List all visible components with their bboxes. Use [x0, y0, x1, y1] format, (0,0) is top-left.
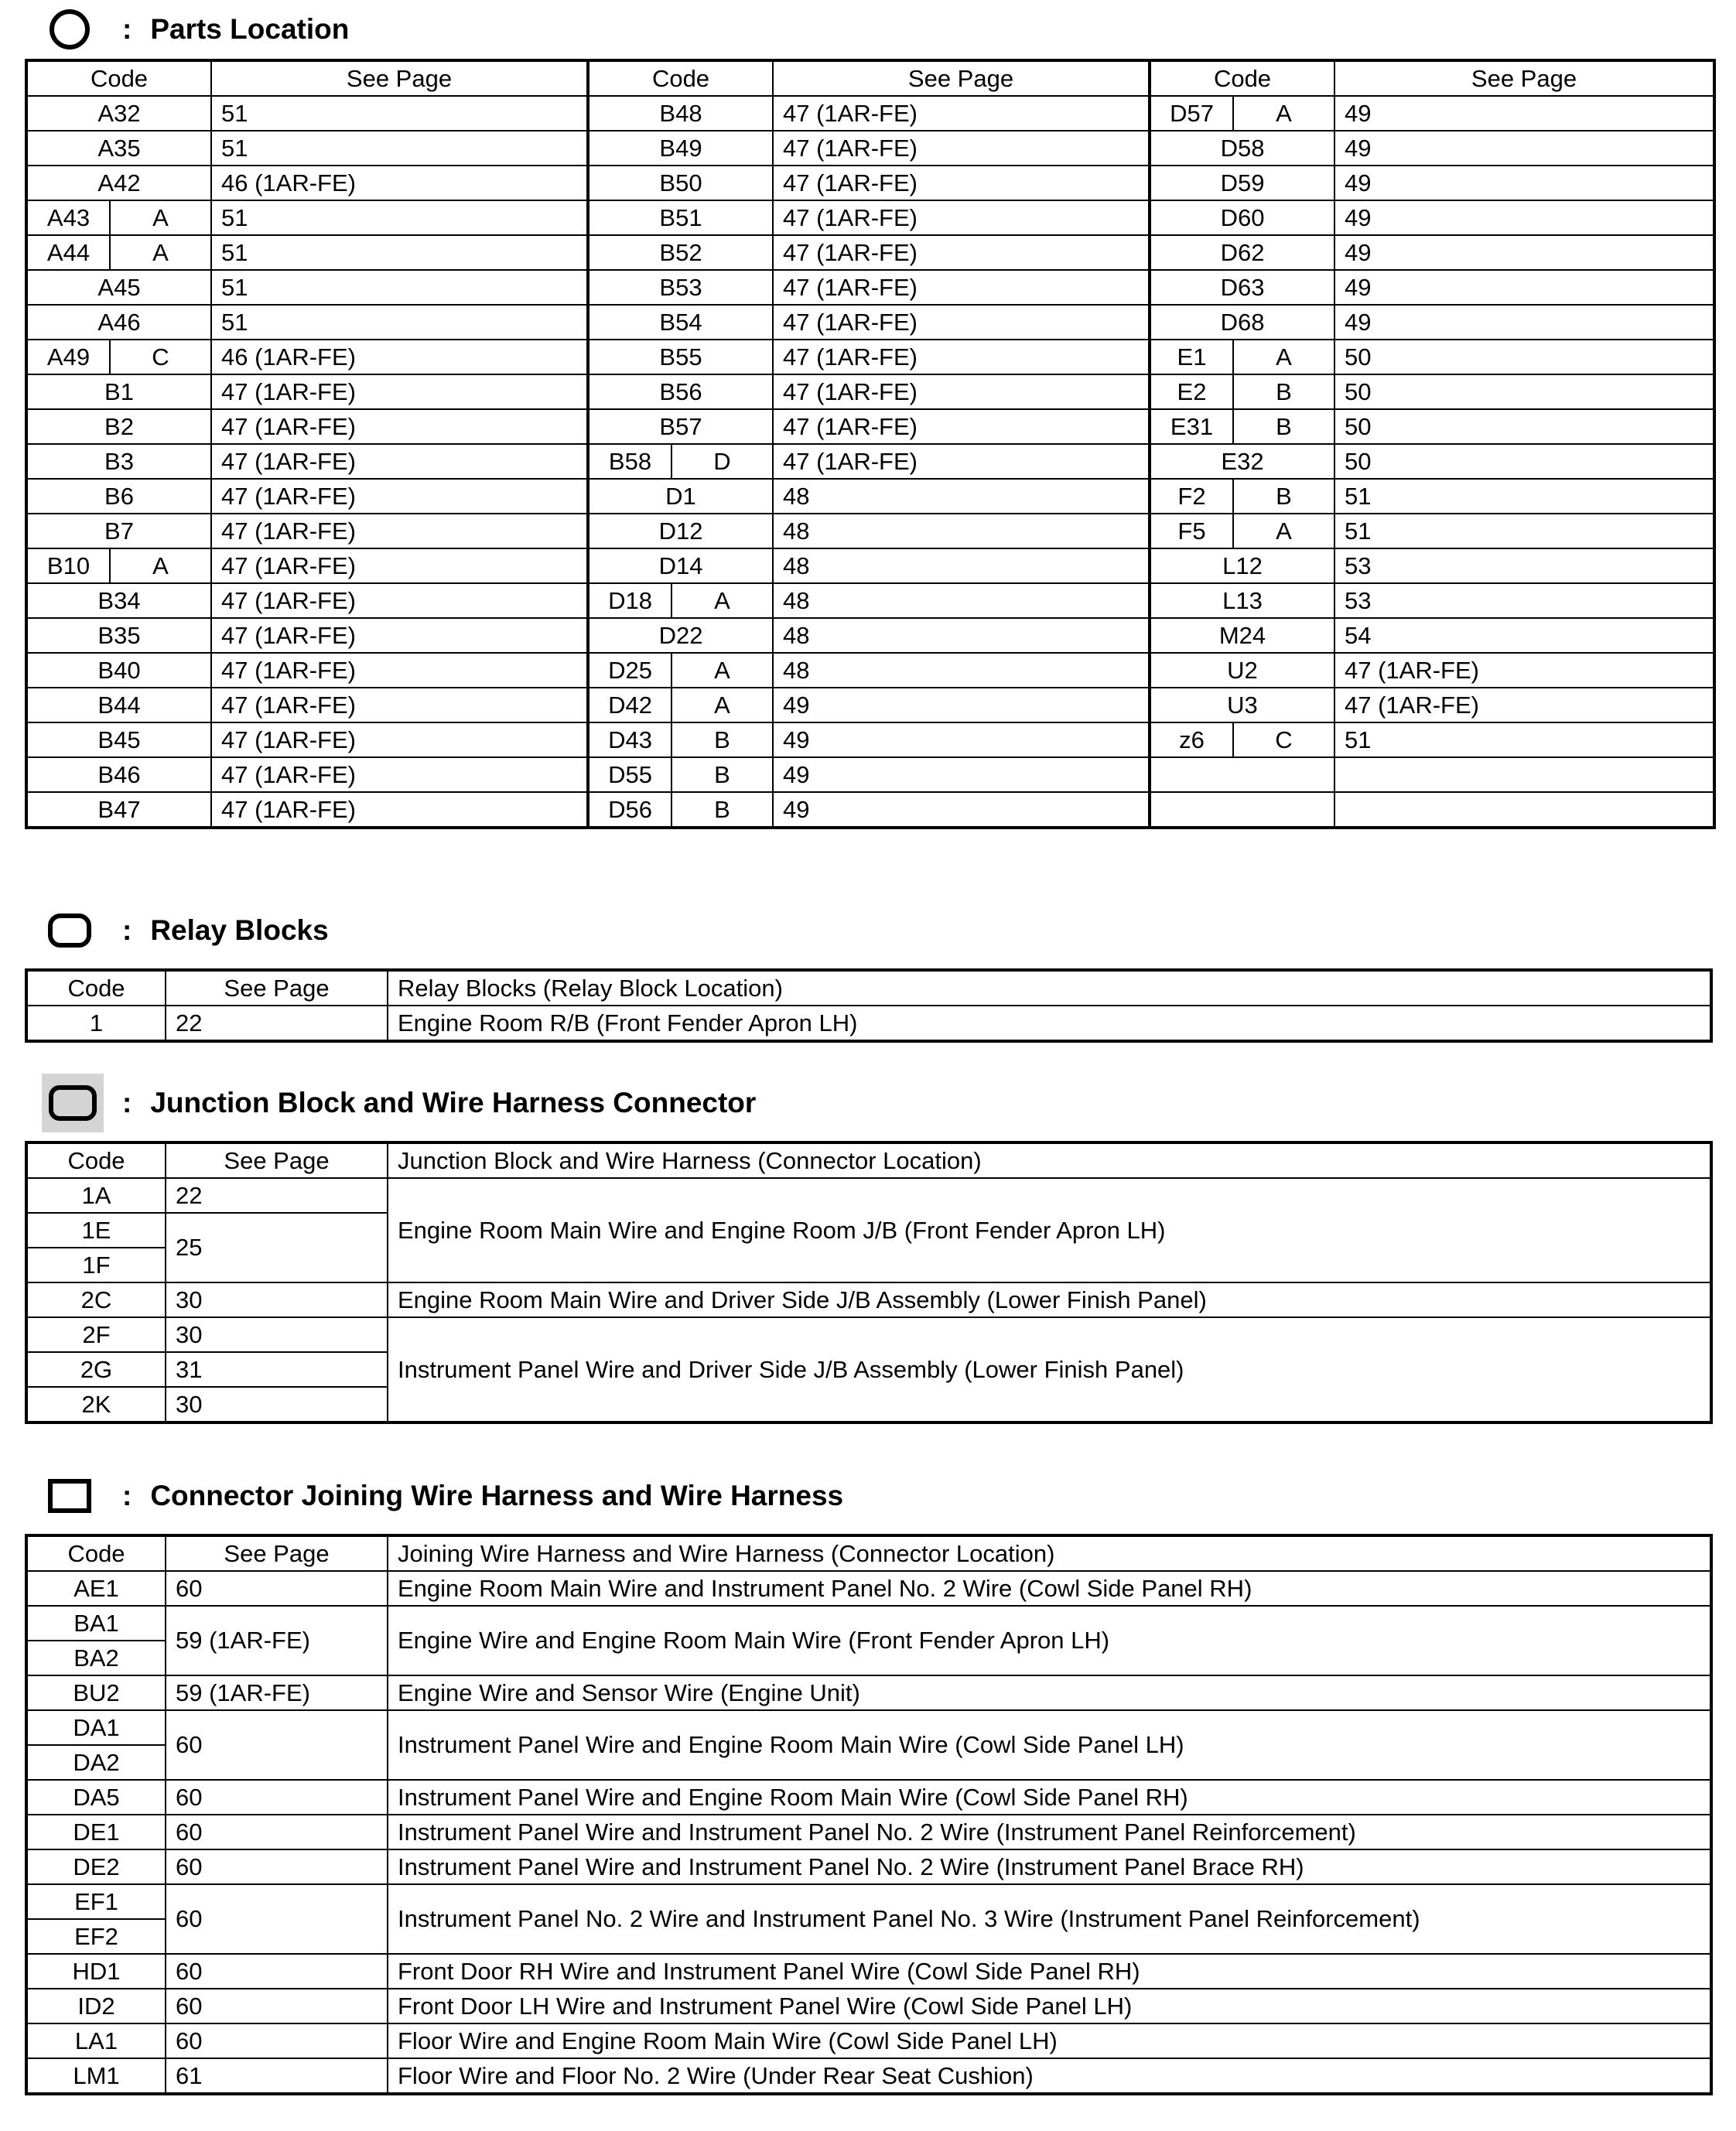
- part-see-page: 47 (1AR-FE): [1334, 653, 1714, 688]
- part-see-page: 49: [1334, 131, 1714, 166]
- table-row: [26, 1178, 1711, 1213]
- part-code: B34: [26, 583, 211, 618]
- part-code: D42: [589, 688, 672, 722]
- cj-description: Floor Wire and Floor No. 2 Wire (Under Rear Seat Cushion): [388, 2058, 1711, 2094]
- part-code: B53: [588, 270, 773, 305]
- part-see-page: 51: [211, 200, 588, 235]
- cj-description: Front Door RH Wire and Instrument Panel Wire (Cowl Side Panel RH): [388, 1954, 1711, 1989]
- jb-page: 30: [166, 1317, 388, 1352]
- part-code-cell: [588, 583, 773, 618]
- part-code: F2: [1151, 480, 1234, 513]
- part-code: A44: [28, 236, 111, 269]
- relay-blocks-table: [25, 968, 1713, 1043]
- part-see-page: 50: [1334, 340, 1714, 374]
- cj-description: Instrument Panel No. 2 Wire and Instrument Panel No. 3 Wire (Instrument Panel Reinforcement): [388, 1884, 1711, 1954]
- part-code-cell: [1150, 374, 1334, 409]
- part-see-page: 47 (1AR-FE): [211, 583, 588, 618]
- jb-page: 25: [166, 1213, 388, 1282]
- part-see-page: 49: [773, 757, 1150, 792]
- cj-page: 60: [166, 1954, 388, 1989]
- part-see-page: 48: [773, 618, 1150, 653]
- part-code: B44: [26, 688, 211, 722]
- part-code: B6: [26, 479, 211, 514]
- part-code: E2: [1151, 375, 1234, 408]
- part-code: B10: [28, 549, 111, 582]
- part-see-page: 47 (1AR-FE): [773, 305, 1150, 340]
- part-code-suffix: A: [1276, 343, 1292, 371]
- table-row: [26, 270, 1714, 305]
- jb-page: 30: [166, 1282, 388, 1317]
- part-code: D60: [1150, 200, 1334, 235]
- part-code: B1: [26, 374, 211, 409]
- part-code: A49: [28, 340, 111, 374]
- part-code-suffix: B: [714, 761, 730, 788]
- part-see-page: 51: [211, 131, 588, 166]
- table-row: [26, 1989, 1711, 2023]
- part-code: D56: [589, 793, 672, 826]
- relay-page: 22: [166, 1006, 388, 1041]
- cj-description: Instrument Panel Wire and Instrument Panel No. 2 Wire (Instrument Panel Brace RH): [388, 1849, 1711, 1884]
- header-code: Code: [26, 970, 166, 1006]
- junction-block-heading: [48, 1081, 756, 1125]
- jb-code: 2C: [26, 1282, 166, 1317]
- part-see-page: 47 (1AR-FE): [773, 409, 1150, 444]
- header-description: Junction Block and Wire Harness (Connector Location): [388, 1142, 1711, 1178]
- header-code: Code: [26, 60, 211, 96]
- jb-code: 2K: [26, 1387, 166, 1422]
- cj-page: 59 (1AR-FE): [166, 1675, 388, 1710]
- cj-code: BA1: [26, 1606, 166, 1641]
- table-row: [26, 1710, 1711, 1745]
- part-code: B55: [588, 340, 773, 374]
- header-code: Code: [1150, 60, 1334, 96]
- part-code-suffix: A: [714, 587, 730, 614]
- part-see-page: 48: [773, 514, 1150, 548]
- part-see-page: 51: [1334, 722, 1714, 757]
- part-code-cell: [1150, 96, 1334, 131]
- part-code-suffix: C: [1275, 726, 1293, 753]
- part-code: F5: [1151, 514, 1234, 548]
- header-see-page: See Page: [773, 60, 1150, 96]
- part-see-page: 50: [1334, 409, 1714, 444]
- part-code: D43: [589, 723, 672, 756]
- part-see-page: 53: [1334, 548, 1714, 583]
- cj-description: Engine Wire and Sensor Wire (Engine Unit): [388, 1675, 1711, 1710]
- part-code-suffix: A: [714, 657, 730, 684]
- section-title: Relay Blocks: [150, 914, 329, 946]
- cj-page: 60: [166, 1849, 388, 1884]
- part-code: E32: [1150, 444, 1334, 479]
- part-see-page: 47 (1AR-FE): [773, 200, 1150, 235]
- cj-code: ID2: [26, 1989, 166, 2023]
- part-code: B47: [26, 792, 211, 828]
- connector-joining-heading: [48, 1474, 843, 1518]
- part-code-suffix: C: [152, 343, 169, 371]
- header-code: Code: [26, 1142, 166, 1178]
- part-code: B40: [26, 653, 211, 688]
- jb-code: 1A: [26, 1178, 166, 1213]
- part-see-page: 47 (1AR-FE): [773, 374, 1150, 409]
- part-see-page: [1334, 757, 1714, 792]
- cj-code: DA1: [26, 1710, 166, 1745]
- part-code-suffix: A: [152, 239, 169, 266]
- section-title: Parts Location: [150, 13, 350, 45]
- cj-page: 60: [166, 1815, 388, 1849]
- part-code: D68: [1150, 305, 1334, 340]
- jb-description: Engine Room Main Wire and Driver Side J/B Assembly (Lower Finish Panel): [388, 1282, 1711, 1317]
- part-see-page: 49: [1334, 235, 1714, 270]
- part-code: D22: [588, 618, 773, 653]
- part-code: D55: [589, 758, 672, 791]
- jb-code: 2F: [26, 1317, 166, 1352]
- part-code: A46: [26, 305, 211, 340]
- part-code: B51: [588, 200, 773, 235]
- cj-page: 60: [166, 1571, 388, 1606]
- part-code: D57: [1151, 97, 1234, 130]
- cj-page: 60: [166, 1710, 388, 1780]
- part-code: E31: [1151, 410, 1234, 443]
- table-row: [26, 548, 1714, 583]
- part-code: B54: [588, 305, 773, 340]
- shaded-rounded-box-icon: [42, 1074, 104, 1132]
- part-see-page: 48: [773, 479, 1150, 514]
- table-row: [26, 1815, 1711, 1849]
- relay-blocks-heading: [48, 909, 329, 952]
- part-code: B46: [26, 757, 211, 792]
- table-row: [26, 2058, 1711, 2094]
- part-code-cell: [588, 444, 773, 479]
- part-code: D1: [588, 479, 773, 514]
- part-see-page: 48: [773, 653, 1150, 688]
- part-see-page: 49: [773, 688, 1150, 722]
- part-code-suffix: A: [714, 692, 730, 719]
- part-code-cell: [26, 235, 211, 270]
- table-row: [26, 1884, 1711, 1919]
- cj-description: Front Door LH Wire and Instrument Panel Wire (Cowl Side Panel LH): [388, 1989, 1711, 2023]
- part-code: A43: [28, 201, 111, 234]
- part-code-suffix: B: [714, 726, 730, 753]
- table-header-row: [26, 970, 1711, 1006]
- part-see-page: 54: [1334, 618, 1714, 653]
- cj-code: DE1: [26, 1815, 166, 1849]
- part-see-page: 53: [1334, 583, 1714, 618]
- table-row: [26, 1317, 1711, 1352]
- table-row: [26, 444, 1714, 479]
- part-see-page: 48: [773, 548, 1150, 583]
- part-code: D12: [588, 514, 773, 548]
- table-row: [26, 1282, 1711, 1317]
- table-row: [26, 514, 1714, 548]
- part-code: B49: [588, 131, 773, 166]
- table-header-row: [26, 60, 1714, 96]
- table-row: [26, 200, 1714, 235]
- part-code-suffix: B: [1276, 378, 1292, 405]
- jb-code: 1E: [26, 1213, 166, 1248]
- part-see-page: 50: [1334, 374, 1714, 409]
- part-code: B56: [588, 374, 773, 409]
- table-row: [26, 166, 1714, 200]
- cj-description: Instrument Panel Wire and Engine Room Main Wire (Cowl Side Panel LH): [388, 1710, 1711, 1780]
- jb-code: 2G: [26, 1352, 166, 1387]
- cj-code: LA1: [26, 2023, 166, 2058]
- part-see-page: 47 (1AR-FE): [773, 270, 1150, 305]
- part-see-page: 49: [1334, 270, 1714, 305]
- table-row: [26, 131, 1714, 166]
- cj-page: 60: [166, 1884, 388, 1954]
- part-code-suffix: A: [152, 204, 169, 231]
- part-code-suffix: B: [1276, 413, 1292, 440]
- part-code-cell: [1150, 514, 1334, 548]
- cj-description: Engine Room Main Wire and Instrument Panel No. 2 Wire (Cowl Side Panel RH): [388, 1571, 1711, 1606]
- jb-page: 30: [166, 1387, 388, 1422]
- part-code: L13: [1150, 583, 1334, 618]
- header-see-page: See Page: [211, 60, 588, 96]
- rectangle-symbol-icon: [48, 1474, 91, 1518]
- part-see-page: 51: [1334, 479, 1714, 514]
- part-see-page: 47 (1AR-FE): [773, 131, 1150, 166]
- table-row: [26, 479, 1714, 514]
- table-row: [26, 1006, 1711, 1041]
- part-see-page: 47 (1AR-FE): [211, 548, 588, 583]
- part-see-page: 47 (1AR-FE): [773, 96, 1150, 131]
- part-code: D25: [589, 654, 672, 687]
- part-see-page: 47 (1AR-FE): [211, 757, 588, 792]
- part-code-cell: [1150, 722, 1334, 757]
- table-row: [26, 409, 1714, 444]
- part-see-page: 48: [773, 583, 1150, 618]
- connector-joining-table: [25, 1534, 1713, 2095]
- part-see-page: 47 (1AR-FE): [211, 444, 588, 479]
- part-code: A42: [26, 166, 211, 200]
- table-header-row: [26, 1535, 1711, 1571]
- table-row: [26, 722, 1714, 757]
- part-code: B35: [26, 618, 211, 653]
- table-row: [26, 688, 1714, 722]
- part-code-cell: [1150, 409, 1334, 444]
- cj-code: BU2: [26, 1675, 166, 1710]
- jb-page: 22: [166, 1178, 388, 1213]
- table-row: [26, 618, 1714, 653]
- part-code-suffix: A: [1276, 517, 1292, 545]
- part-see-page: 49: [1334, 166, 1714, 200]
- part-see-page: 51: [211, 305, 588, 340]
- part-code: D18: [589, 584, 672, 617]
- table-row: [26, 305, 1714, 340]
- part-code-suffix: D: [713, 448, 731, 475]
- part-code: B45: [26, 722, 211, 757]
- part-code: D14: [588, 548, 773, 583]
- part-code-cell: [26, 340, 211, 374]
- part-see-page: 47 (1AR-FE): [211, 618, 588, 653]
- table-header-row: [26, 1142, 1711, 1178]
- header-see-page: See Page: [166, 970, 388, 1006]
- part-code: B7: [26, 514, 211, 548]
- header-description: Joining Wire Harness and Wire Harness (Connector Location): [388, 1535, 1711, 1571]
- part-see-page: 47 (1AR-FE): [211, 479, 588, 514]
- cj-code: DE2: [26, 1849, 166, 1884]
- jb-code: 1F: [26, 1248, 166, 1282]
- part-see-page: 47 (1AR-FE): [211, 688, 588, 722]
- part-code: B48: [588, 96, 773, 131]
- table-row: [26, 1675, 1711, 1710]
- table-row: [26, 1780, 1711, 1815]
- part-see-page: 49: [1334, 305, 1714, 340]
- cj-description: Engine Wire and Engine Room Main Wire (Front Fender Apron LH): [388, 1606, 1711, 1675]
- part-see-page: 47 (1AR-FE): [211, 409, 588, 444]
- table-row: [26, 653, 1714, 688]
- part-code: A45: [26, 270, 211, 305]
- table-row: [26, 1954, 1711, 1989]
- part-code: B58: [589, 445, 672, 478]
- header-see-page: See Page: [1334, 60, 1714, 96]
- part-see-page: 49: [773, 722, 1150, 757]
- part-see-page: 47 (1AR-FE): [773, 166, 1150, 200]
- header-description: Relay Blocks (Relay Block Location): [388, 970, 1711, 1006]
- cj-description: Instrument Panel Wire and Instrument Panel No. 2 Wire (Instrument Panel Reinforcement): [388, 1815, 1711, 1849]
- heading-colon: :: [122, 914, 132, 946]
- part-code: L12: [1150, 548, 1334, 583]
- table-row: [26, 792, 1714, 828]
- section-title: Connector Joining Wire Harness and Wire Harness: [150, 1480, 844, 1511]
- part-see-page: 47 (1AR-FE): [773, 235, 1150, 270]
- cj-page: 60: [166, 1989, 388, 2023]
- jb-description: Engine Room Main Wire and Engine Room J/B (Front Fender Apron LH): [388, 1178, 1711, 1282]
- cj-code: BA2: [26, 1641, 166, 1675]
- relay-code: 1: [26, 1006, 166, 1041]
- part-see-page: 47 (1AR-FE): [773, 340, 1150, 374]
- jb-page: 31: [166, 1352, 388, 1387]
- part-code-cell: [588, 792, 773, 828]
- part-code: A32: [26, 96, 211, 131]
- part-code-cell: [26, 548, 211, 583]
- part-code-suffix: B: [1276, 483, 1292, 510]
- cj-code: DA5: [26, 1780, 166, 1815]
- part-code-cell: [588, 688, 773, 722]
- cj-page: 59 (1AR-FE): [166, 1606, 388, 1675]
- header-see-page: See Page: [166, 1142, 388, 1178]
- part-see-page: 51: [211, 270, 588, 305]
- cj-description: Instrument Panel Wire and Engine Room Main Wire (Cowl Side Panel RH): [388, 1780, 1711, 1815]
- table-row: [26, 1849, 1711, 1884]
- part-code-suffix: A: [1276, 100, 1292, 127]
- part-see-page: 49: [1334, 200, 1714, 235]
- part-code: U3: [1150, 688, 1334, 722]
- cj-code: HD1: [26, 1954, 166, 1989]
- parts-location-body: [26, 96, 1714, 828]
- table-row: [26, 1571, 1711, 1606]
- table-row: [26, 340, 1714, 374]
- parts-location-heading: [48, 8, 349, 51]
- part-see-page: 47 (1AR-FE): [211, 374, 588, 409]
- part-code: D58: [1150, 131, 1334, 166]
- part-code: D62: [1150, 235, 1334, 270]
- part-code: B3: [26, 444, 211, 479]
- table-row: [26, 374, 1714, 409]
- table-row: [26, 235, 1714, 270]
- part-code: B52: [588, 235, 773, 270]
- part-code-cell: [26, 200, 211, 235]
- part-code: B57: [588, 409, 773, 444]
- heading-colon: :: [122, 13, 132, 45]
- part-code: A35: [26, 131, 211, 166]
- parts-location-table: [25, 59, 1716, 829]
- table-row: [26, 757, 1714, 792]
- cj-code: AE1: [26, 1571, 166, 1606]
- part-code-suffix: A: [152, 552, 169, 579]
- junction-block-table: [25, 1141, 1713, 1424]
- table-row: [26, 1606, 1711, 1641]
- part-see-page: 51: [1334, 514, 1714, 548]
- part-code: D59: [1150, 166, 1334, 200]
- circle-symbol-icon: [48, 8, 91, 51]
- part-see-page: 51: [211, 235, 588, 270]
- cj-code: DA2: [26, 1745, 166, 1780]
- part-code: U2: [1150, 653, 1334, 688]
- part-code: [1150, 792, 1334, 828]
- part-see-page: 47 (1AR-FE): [773, 444, 1150, 479]
- part-code: M24: [1150, 618, 1334, 653]
- cj-description: Floor Wire and Engine Room Main Wire (Cowl Side Panel LH): [388, 2023, 1711, 2058]
- table-row: [26, 2023, 1711, 2058]
- part-code: z6: [1151, 723, 1234, 756]
- part-code-cell: [588, 757, 773, 792]
- section-title: Junction Block and Wire Harness Connector: [150, 1087, 757, 1118]
- part-see-page: 46 (1AR-FE): [211, 166, 588, 200]
- table-row: [26, 583, 1714, 618]
- part-code-cell: [588, 722, 773, 757]
- heading-colon: :: [122, 1480, 132, 1511]
- part-code: D63: [1150, 270, 1334, 305]
- cj-code: EF1: [26, 1884, 166, 1919]
- header-code: Code: [26, 1535, 166, 1571]
- part-code: B2: [26, 409, 211, 444]
- part-code: B50: [588, 166, 773, 200]
- part-code: E1: [1151, 340, 1234, 374]
- part-see-page: 49: [1334, 96, 1714, 131]
- part-code-suffix: B: [714, 796, 730, 823]
- part-see-page: 47 (1AR-FE): [1334, 688, 1714, 722]
- part-see-page: 49: [773, 792, 1150, 828]
- part-code-cell: [1150, 340, 1334, 374]
- part-see-page: 47 (1AR-FE): [211, 792, 588, 828]
- cj-page: 60: [166, 2023, 388, 2058]
- heading-colon: :: [122, 1087, 132, 1118]
- part-see-page: 47 (1AR-FE): [211, 722, 588, 757]
- jb-description: Instrument Panel Wire and Driver Side J/B Assembly (Lower Finish Panel): [388, 1317, 1711, 1422]
- part-code: [1150, 757, 1334, 792]
- cj-code: EF2: [26, 1919, 166, 1954]
- part-see-page: [1334, 792, 1714, 828]
- cj-page: 61: [166, 2058, 388, 2094]
- part-see-page: 47 (1AR-FE): [211, 653, 588, 688]
- part-see-page: 47 (1AR-FE): [211, 514, 588, 548]
- cj-page: 60: [166, 1780, 388, 1815]
- rounded-box-icon: [48, 909, 91, 952]
- table-row: [26, 96, 1714, 131]
- part-code-cell: [1150, 479, 1334, 514]
- part-see-page: 50: [1334, 444, 1714, 479]
- header-code: Code: [588, 60, 773, 96]
- header-see-page: See Page: [166, 1535, 388, 1571]
- part-see-page: 46 (1AR-FE): [211, 340, 588, 374]
- relay-description: Engine Room R/B (Front Fender Apron LH): [388, 1006, 1711, 1041]
- part-see-page: 51: [211, 96, 588, 131]
- part-code-cell: [588, 653, 773, 688]
- cj-code: LM1: [26, 2058, 166, 2094]
